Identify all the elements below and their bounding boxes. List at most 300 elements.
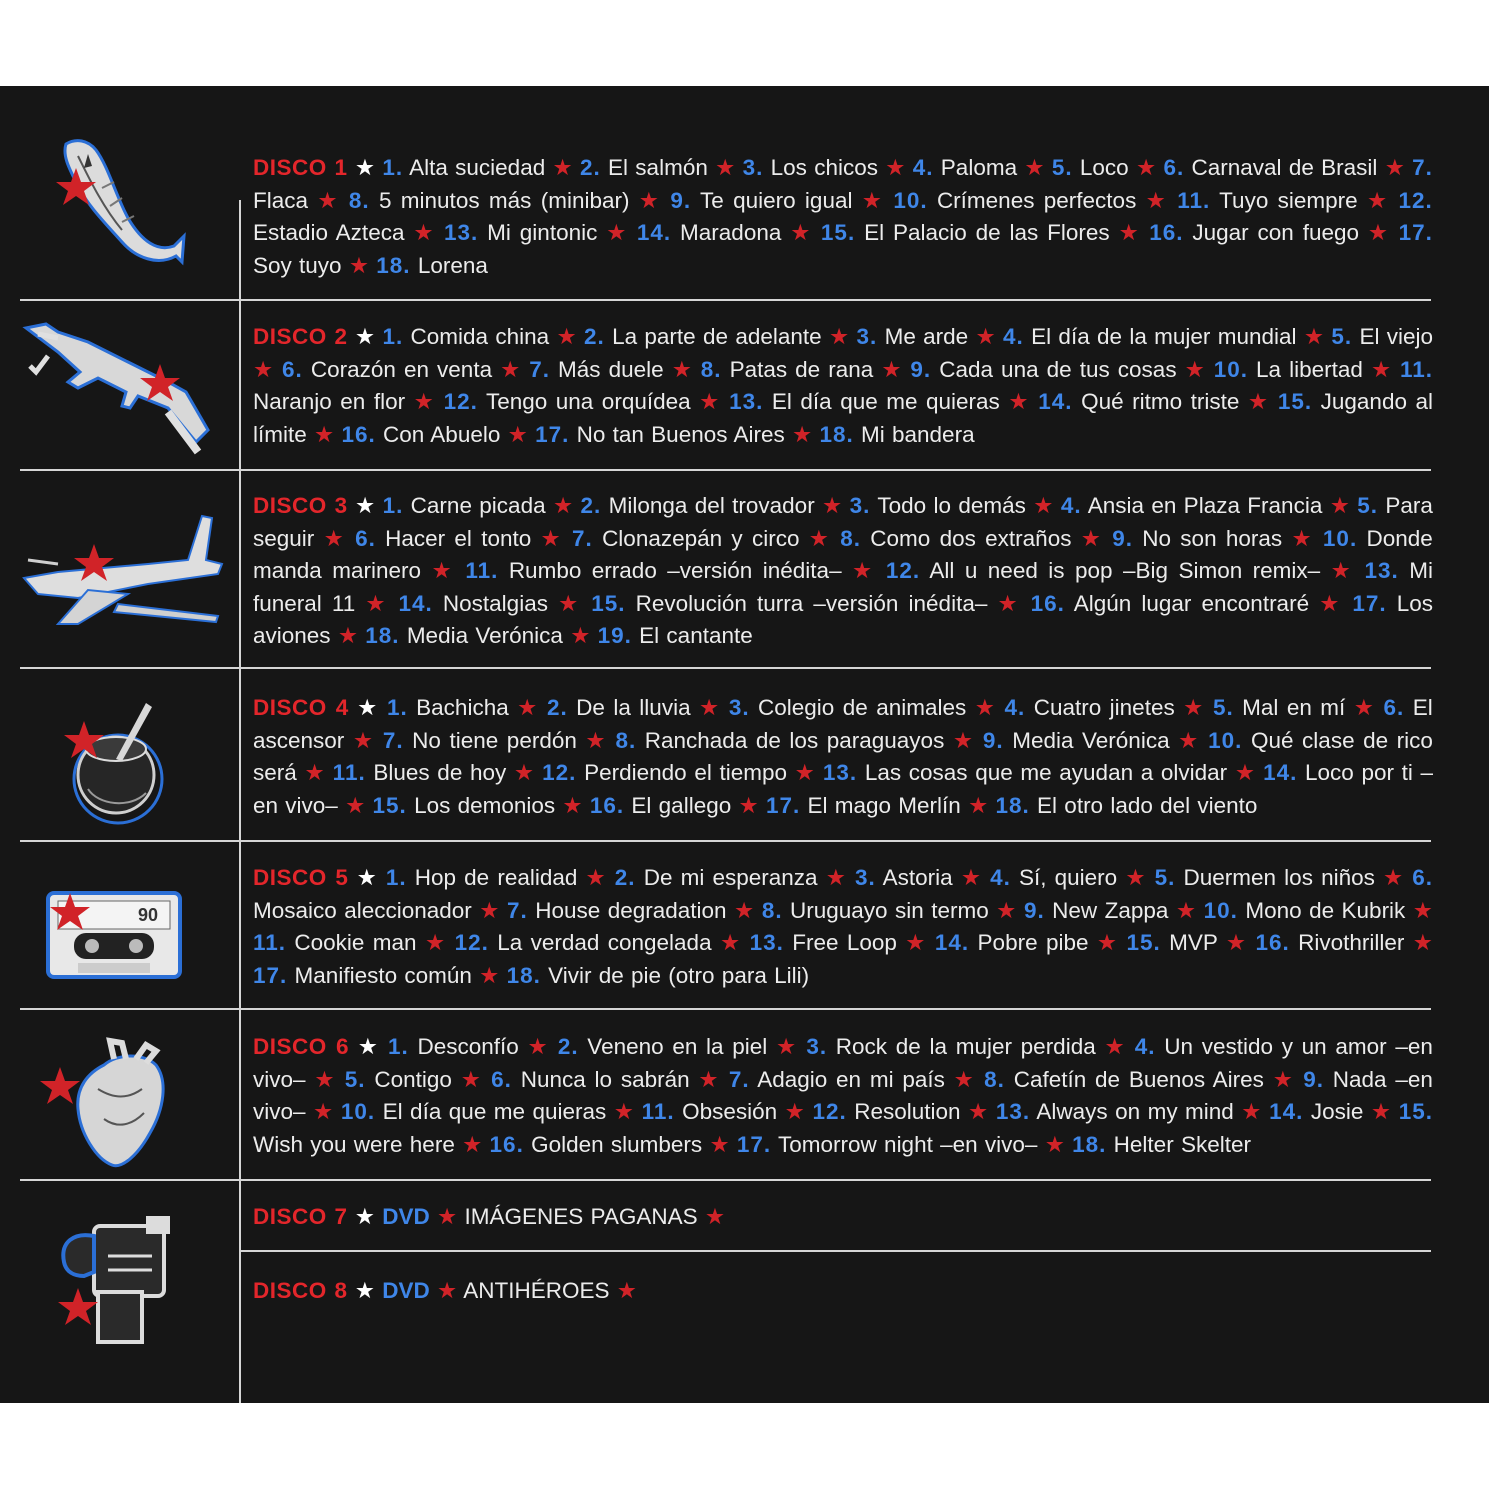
salmon-icon <box>18 126 228 291</box>
star-icon: ★ <box>719 930 742 955</box>
track-title: Tengo una orquídea <box>485 389 691 414</box>
track-title: Soy tuyo <box>253 252 342 278</box>
star-icon: ★ <box>304 760 326 785</box>
star-icon: ★ <box>1183 695 1205 720</box>
track-number: 6. <box>1383 695 1405 720</box>
star-icon: ★ <box>792 421 813 447</box>
track-title: Manifiesto común <box>294 962 472 988</box>
row-divider <box>20 840 1431 842</box>
star-icon: ★ <box>413 389 436 414</box>
track-number: 15. <box>372 792 407 818</box>
track-number: 10. <box>893 187 928 213</box>
star-icon: ★ <box>558 590 582 616</box>
track-title: Milonga del trovador <box>608 493 815 518</box>
star-icon: ★ <box>698 1066 721 1092</box>
star-icon: ★ <box>953 1066 976 1092</box>
star-icon: ★ <box>424 930 447 955</box>
star-icon: ★ <box>1241 1099 1262 1124</box>
track-title: Rock de la mujer perdida <box>835 1034 1096 1059</box>
star-icon: ★ <box>507 421 528 447</box>
track-title: Adagio en mi país <box>757 1066 945 1092</box>
track-title: Mono de Kubrik <box>1245 897 1406 923</box>
track-number: 17. <box>765 792 801 818</box>
track-number: 11. <box>641 1099 675 1124</box>
track-number: 8. <box>348 187 370 213</box>
track-number: 18. <box>365 623 400 648</box>
disc-tracklist <box>253 862 1433 992</box>
track-title: Ansia en Plaza Francia <box>1087 493 1323 518</box>
track-number: 2. <box>584 324 605 349</box>
star-icon: ★ <box>413 220 436 245</box>
track-title: Obsesión <box>682 1099 778 1124</box>
star-icon: ★ <box>974 695 997 720</box>
star-icon: ★ <box>1225 930 1248 955</box>
star-icon: ★ <box>365 590 389 616</box>
star-icon: ★ <box>556 324 577 349</box>
track-title: Loco <box>1079 155 1129 180</box>
track-number: 18. <box>819 421 854 447</box>
disc-label: DISCO 4 <box>253 695 349 720</box>
disc-label: DISCO 2 <box>253 324 348 349</box>
track-title: Always on my mind <box>1036 1099 1234 1124</box>
track-number: 10. <box>1208 727 1243 753</box>
star-icon: ★ <box>996 897 1017 923</box>
star-icon: ★ <box>517 695 539 720</box>
dvd-row <box>253 1201 1433 1234</box>
track-number: 1. <box>385 865 407 890</box>
track-title: El ascensor <box>253 695 1433 753</box>
heart-icon <box>18 1029 228 1194</box>
star-icon: ★ <box>354 324 376 349</box>
track-title: De mi esperanza <box>643 865 818 890</box>
mate-icon <box>18 689 228 854</box>
track-title: New Zappa <box>1052 897 1169 923</box>
track-title: Cuatro jinetes <box>1033 695 1175 720</box>
star-icon: ★ <box>479 897 500 923</box>
row-divider <box>20 1179 1431 1181</box>
track-title: Carne picada <box>410 493 546 518</box>
track-title: Más duele <box>558 356 664 382</box>
track-title: House degradation <box>535 897 727 923</box>
star-icon: ★ <box>828 324 850 349</box>
track-number: 6. <box>282 356 303 382</box>
track-number: 14. <box>636 220 672 245</box>
star-icon: ★ <box>1366 187 1390 213</box>
star-icon: ★ <box>540 525 563 551</box>
track-title: Las cosas que me ayudan a olvidar <box>864 760 1228 785</box>
star-icon: ★ <box>790 220 813 245</box>
track-title: Corazón en venta <box>310 356 493 382</box>
star-icon: ★ <box>881 356 903 382</box>
star-icon: ★ <box>734 897 755 923</box>
row-divider <box>20 299 1431 301</box>
star-icon: ★ <box>1330 558 1355 583</box>
track-title: Qué clase de rico será <box>253 727 1433 785</box>
star-icon: ★ <box>1125 865 1147 890</box>
track-title: El Palacio de las Flores <box>864 220 1110 245</box>
star-icon: ★ <box>1247 389 1270 414</box>
star-icon: ★ <box>1370 356 1392 382</box>
star-icon: ★ <box>1412 897 1433 923</box>
track-title: Algún lugar encontraré <box>1073 590 1310 616</box>
track-number: 12. <box>443 389 478 414</box>
star-icon: ★ <box>997 590 1021 616</box>
track-title: Revolución turra –versión inédita– <box>635 590 988 616</box>
track-number: 5. <box>1331 324 1353 349</box>
track-title: Pobre pibe <box>977 930 1089 955</box>
track-number: 6. <box>1163 155 1185 180</box>
track-title: Alta suciedad <box>409 155 546 180</box>
star-icon: ★ <box>699 695 721 720</box>
track-title: Wish you were here <box>253 1131 455 1157</box>
star-icon: ★ <box>479 962 500 988</box>
track-title: Un vestido y un amor –en vivo– <box>253 1034 1433 1092</box>
track-title: El día de la mujer mundial <box>1031 324 1297 349</box>
star-icon: ★ <box>1044 1131 1065 1157</box>
track-number: 16. <box>1030 590 1065 616</box>
row-divider <box>20 667 1431 669</box>
disc-label: DISCO 1 <box>253 155 348 180</box>
disc-tracklist <box>253 321 1433 451</box>
star-icon: ★ <box>1178 727 1200 753</box>
track-number: 16. <box>489 1131 524 1157</box>
track-number: 1. <box>388 1034 409 1059</box>
star-icon: ★ <box>1135 155 1157 180</box>
track-title: Tomorrow night –en vivo– <box>778 1131 1038 1157</box>
track-title: De la lluvia <box>576 695 691 720</box>
star-icon: ★ <box>1118 220 1141 245</box>
track-number: 17. <box>253 962 288 988</box>
track-title: Mi gintonic <box>487 220 598 245</box>
star-icon: ★ <box>968 792 989 818</box>
star-icon: ★ <box>905 930 927 955</box>
track-title: Loco por ti –en vivo– <box>253 760 1434 818</box>
track-title: La libertad <box>1256 356 1363 382</box>
track-number: 12. <box>454 930 489 955</box>
track-title: Nunca lo sabrán <box>520 1066 690 1092</box>
star-icon: ★ <box>462 1131 483 1157</box>
star-icon: ★ <box>975 324 996 349</box>
track-number: 17. <box>1352 590 1387 616</box>
airplane-icon <box>18 494 228 659</box>
track-number: 13. <box>995 1099 1031 1124</box>
track-title: No tiene perdón <box>412 727 577 753</box>
dvd-format: DVD <box>382 1204 430 1229</box>
track-number: 4. <box>1134 1034 1156 1059</box>
star-icon: ★ <box>1008 389 1030 414</box>
track-number: 4. <box>1004 695 1026 720</box>
track-title: Los demonios <box>414 792 556 818</box>
star-icon: ★ <box>354 493 376 518</box>
track-title: Veneno en la piel <box>587 1034 768 1059</box>
track-title: El día que me quieras <box>771 389 1000 414</box>
dvd-title: IMÁGENES PAGANAS <box>464 1204 698 1229</box>
track-title: Helter Skelter <box>1113 1131 1251 1157</box>
star-icon: ★ <box>585 865 607 890</box>
track-title: Nada –en vivo– <box>253 1066 1433 1124</box>
disc-label: DISCO 7 <box>253 1204 348 1229</box>
star-icon: ★ <box>552 155 573 180</box>
star-icon: ★ <box>968 1099 989 1124</box>
disc-label: DISCO 5 <box>253 865 349 890</box>
track-number: 2. <box>546 695 568 720</box>
star-icon: ★ <box>1319 590 1343 616</box>
track-number: 13. <box>749 930 784 955</box>
track-title: Me arde <box>884 324 969 349</box>
track-title: El día que me quieras <box>382 1099 607 1124</box>
track-title: Jugar con fuego <box>1192 220 1360 245</box>
star-icon: ★ <box>885 155 906 180</box>
disc-tracklist <box>253 692 1433 822</box>
star-icon: ★ <box>1291 525 1314 551</box>
track-number: 11. <box>465 558 499 583</box>
track-title: Blues de hoy <box>373 760 507 785</box>
track-title: Resolution <box>854 1099 961 1124</box>
dvd-title: ANTIHÉROES <box>463 1278 610 1303</box>
track-title: Duermen los niños <box>1183 865 1375 890</box>
disc-tracklist <box>253 152 1433 282</box>
star-icon: ★ <box>952 727 975 753</box>
track-number: 14. <box>1263 760 1298 785</box>
track-number: 11. <box>332 760 366 785</box>
star-icon: ★ <box>1384 155 1405 180</box>
tracklist-cover <box>0 86 1489 1403</box>
track-number: 13. <box>822 760 858 785</box>
star-icon: ★ <box>437 1278 458 1303</box>
track-title: El mago Merlín <box>807 792 961 818</box>
row-divider <box>20 1008 1431 1010</box>
track-number: 18. <box>376 252 411 278</box>
track-title: Jugando al límite <box>253 389 1433 447</box>
track-number: 1. <box>382 493 404 518</box>
track-number: 2. <box>557 1034 579 1059</box>
track-title: Sí, quiero <box>1018 865 1118 890</box>
track-number: 18. <box>1072 1131 1107 1157</box>
track-number: 14. <box>1038 389 1073 414</box>
track-number: 7. <box>728 1066 750 1092</box>
star-icon: ★ <box>861 187 885 213</box>
star-icon: ★ <box>1367 220 1390 245</box>
track-number: 9. <box>1112 525 1133 551</box>
track-number: 5. <box>1357 493 1379 518</box>
star-icon: ★ <box>437 1204 458 1229</box>
star-icon: ★ <box>1370 1099 1392 1124</box>
track-number: 1. <box>386 695 408 720</box>
track-title: Comida china <box>410 324 550 349</box>
track-number: 15. <box>1277 389 1313 414</box>
track-title: All u need is pop –Big Simon remix– <box>929 558 1321 583</box>
svg-text:90: 90 <box>138 905 159 925</box>
star-icon: ★ <box>699 389 721 414</box>
row-divider <box>20 469 1431 471</box>
track-title: La parte de adelante <box>612 324 822 349</box>
dvd-format: DVD <box>382 1278 430 1303</box>
track-title: Clonazepán y circo <box>602 525 800 551</box>
track-title: Rumbo errado –versión inédita– <box>508 558 842 583</box>
star-icon: ★ <box>1033 493 1054 518</box>
track-number: 8. <box>615 727 637 753</box>
star-icon: ★ <box>352 727 375 753</box>
track-number: 16. <box>1255 930 1290 955</box>
track-number: 6. <box>491 1066 512 1092</box>
track-number: 14. <box>1269 1099 1304 1124</box>
track-number: 16. <box>589 792 625 818</box>
track-title: Naranjo en flor <box>253 389 406 414</box>
track-title: Astoria <box>882 865 953 890</box>
track-number: 3. <box>728 695 750 720</box>
star-icon: ★ <box>1234 760 1256 785</box>
track-title: Hop de realidad <box>414 865 578 890</box>
track-number: 1. <box>382 155 404 180</box>
track-title: Cada una de tus cosas <box>939 356 1177 382</box>
track-number: 15. <box>820 220 856 245</box>
star-icon: ★ <box>960 865 982 890</box>
track-number: 7. <box>529 356 550 382</box>
track-number: 3. <box>856 324 878 349</box>
star-icon: ★ <box>606 220 629 245</box>
track-number: 4. <box>912 155 934 180</box>
track-number: 13. <box>1364 558 1399 583</box>
track-number: 13. <box>444 220 479 245</box>
star-icon: ★ <box>822 493 843 518</box>
track-title: Maradona <box>680 220 782 245</box>
track-title: Donde manda marinero <box>253 525 1433 583</box>
star-icon: ★ <box>354 1204 375 1229</box>
star-icon: ★ <box>314 421 335 447</box>
track-title: Mi funeral 11 <box>253 558 1433 616</box>
star-icon: ★ <box>704 1204 726 1229</box>
track-title: Flaca <box>253 187 309 213</box>
track-title: Mosaico aleccionador <box>253 897 472 923</box>
track-title: Uruguayo sin termo <box>790 897 989 923</box>
star-icon: ★ <box>570 623 591 648</box>
track-number: 15. <box>1126 930 1161 955</box>
star-icon: ★ <box>613 1099 635 1124</box>
track-number: 2. <box>614 865 636 890</box>
track-number: 17. <box>535 421 570 447</box>
track-number: 12. <box>812 1099 847 1124</box>
track-title: Perdiendo el tiempo <box>584 760 788 785</box>
disc-label: DISCO 6 <box>253 1034 349 1059</box>
disc-label: DISCO 3 <box>253 493 348 518</box>
track-number: 14. <box>934 930 970 955</box>
track-number: 5. <box>344 1066 366 1092</box>
star-icon: ★ <box>500 356 522 382</box>
star-icon: ★ <box>527 1034 550 1059</box>
star-icon: ★ <box>357 1034 380 1059</box>
track-title: No tan Buenos Aires <box>576 421 785 447</box>
track-title: El salmón <box>608 155 708 180</box>
star-icon: ★ <box>1303 324 1325 349</box>
track-title: El otro lado del viento <box>1037 792 1258 818</box>
star-icon: ★ <box>1272 1066 1295 1092</box>
cassette-icon <box>18 859 228 1024</box>
track-title: Contigo <box>374 1066 452 1092</box>
track-number: 7. <box>1412 155 1433 180</box>
track-number: 2. <box>579 155 601 180</box>
star-icon: ★ <box>317 187 340 213</box>
star-icon: ★ <box>431 558 455 583</box>
track-title: Cookie man <box>294 930 417 955</box>
track-number: 9. <box>910 356 932 382</box>
star-icon: ★ <box>337 623 358 648</box>
star-icon: ★ <box>323 525 346 551</box>
track-title: Paloma <box>940 155 1018 180</box>
track-number: 9. <box>670 187 692 213</box>
star-icon: ★ <box>776 1034 798 1059</box>
track-title: Desconfío <box>417 1034 519 1059</box>
track-number: 7. <box>382 727 404 753</box>
track-title: Colegio de animales <box>758 695 967 720</box>
track-title: Mal en mí <box>1242 695 1346 720</box>
track-number: 16. <box>1149 220 1184 245</box>
track-title: Todo lo demás <box>877 493 1026 518</box>
track-title: Para seguir <box>253 493 1433 551</box>
track-title: Mi bandera <box>861 421 975 447</box>
track-number: 9. <box>1303 1066 1324 1092</box>
track-number: 18. <box>995 792 1030 818</box>
track-title: No son horas <box>1142 525 1283 551</box>
track-number: 5. <box>1154 865 1176 890</box>
track-title: Rivothriller <box>1298 930 1405 955</box>
track-title: Qué ritmo triste <box>1081 389 1240 414</box>
star-icon: ★ <box>1145 187 1168 213</box>
star-icon: ★ <box>1329 493 1350 518</box>
track-number: 10. <box>1213 356 1248 382</box>
track-title: Media Verónica <box>1012 727 1170 753</box>
track-number: 15. <box>591 590 626 616</box>
track-number: 4. <box>990 865 1011 890</box>
track-title: Cafetín de Buenos Aires <box>1013 1066 1264 1092</box>
star-icon: ★ <box>354 1278 375 1303</box>
star-icon: ★ <box>585 727 607 753</box>
track-number: 8. <box>984 1066 1005 1092</box>
star-icon: ★ <box>709 1131 730 1157</box>
star-icon: ★ <box>314 1066 337 1092</box>
star-icon: ★ <box>460 1066 483 1092</box>
track-title: Nostalgias <box>442 590 548 616</box>
track-number: 17. <box>1398 220 1433 245</box>
track-title: Los aviones <box>253 590 1433 648</box>
star-icon: ★ <box>1096 930 1119 955</box>
track-number: 5. <box>1212 695 1234 720</box>
track-title: Hacer el tonto <box>385 525 532 551</box>
track-number: 12. <box>542 760 577 785</box>
star-icon: ★ <box>852 558 876 583</box>
star-icon: ★ <box>715 155 736 180</box>
track-title: Golden slumbers <box>531 1131 703 1157</box>
track-title: El gallego <box>631 792 732 818</box>
track-title: Lorena <box>417 252 488 278</box>
track-number: 9. <box>982 727 1004 753</box>
star-icon: ★ <box>794 760 816 785</box>
track-title: Free Loop <box>792 930 897 955</box>
star-icon: ★ <box>1024 155 1045 180</box>
track-title: Estadio Azteca <box>253 220 405 245</box>
rifle-icon <box>18 312 228 477</box>
star-icon: ★ <box>1175 897 1197 923</box>
track-number: 10. <box>1322 525 1358 551</box>
track-number: 11. <box>1177 187 1211 213</box>
track-number: 12. <box>1398 187 1433 213</box>
track-number: 3. <box>742 155 764 180</box>
track-number: 3. <box>854 865 876 890</box>
star-icon: ★ <box>513 760 535 785</box>
track-number: 11. <box>253 930 287 955</box>
star-icon: ★ <box>738 792 759 818</box>
track-title: Tuyo siempre <box>1219 187 1358 213</box>
dvd-row <box>253 1275 1433 1308</box>
